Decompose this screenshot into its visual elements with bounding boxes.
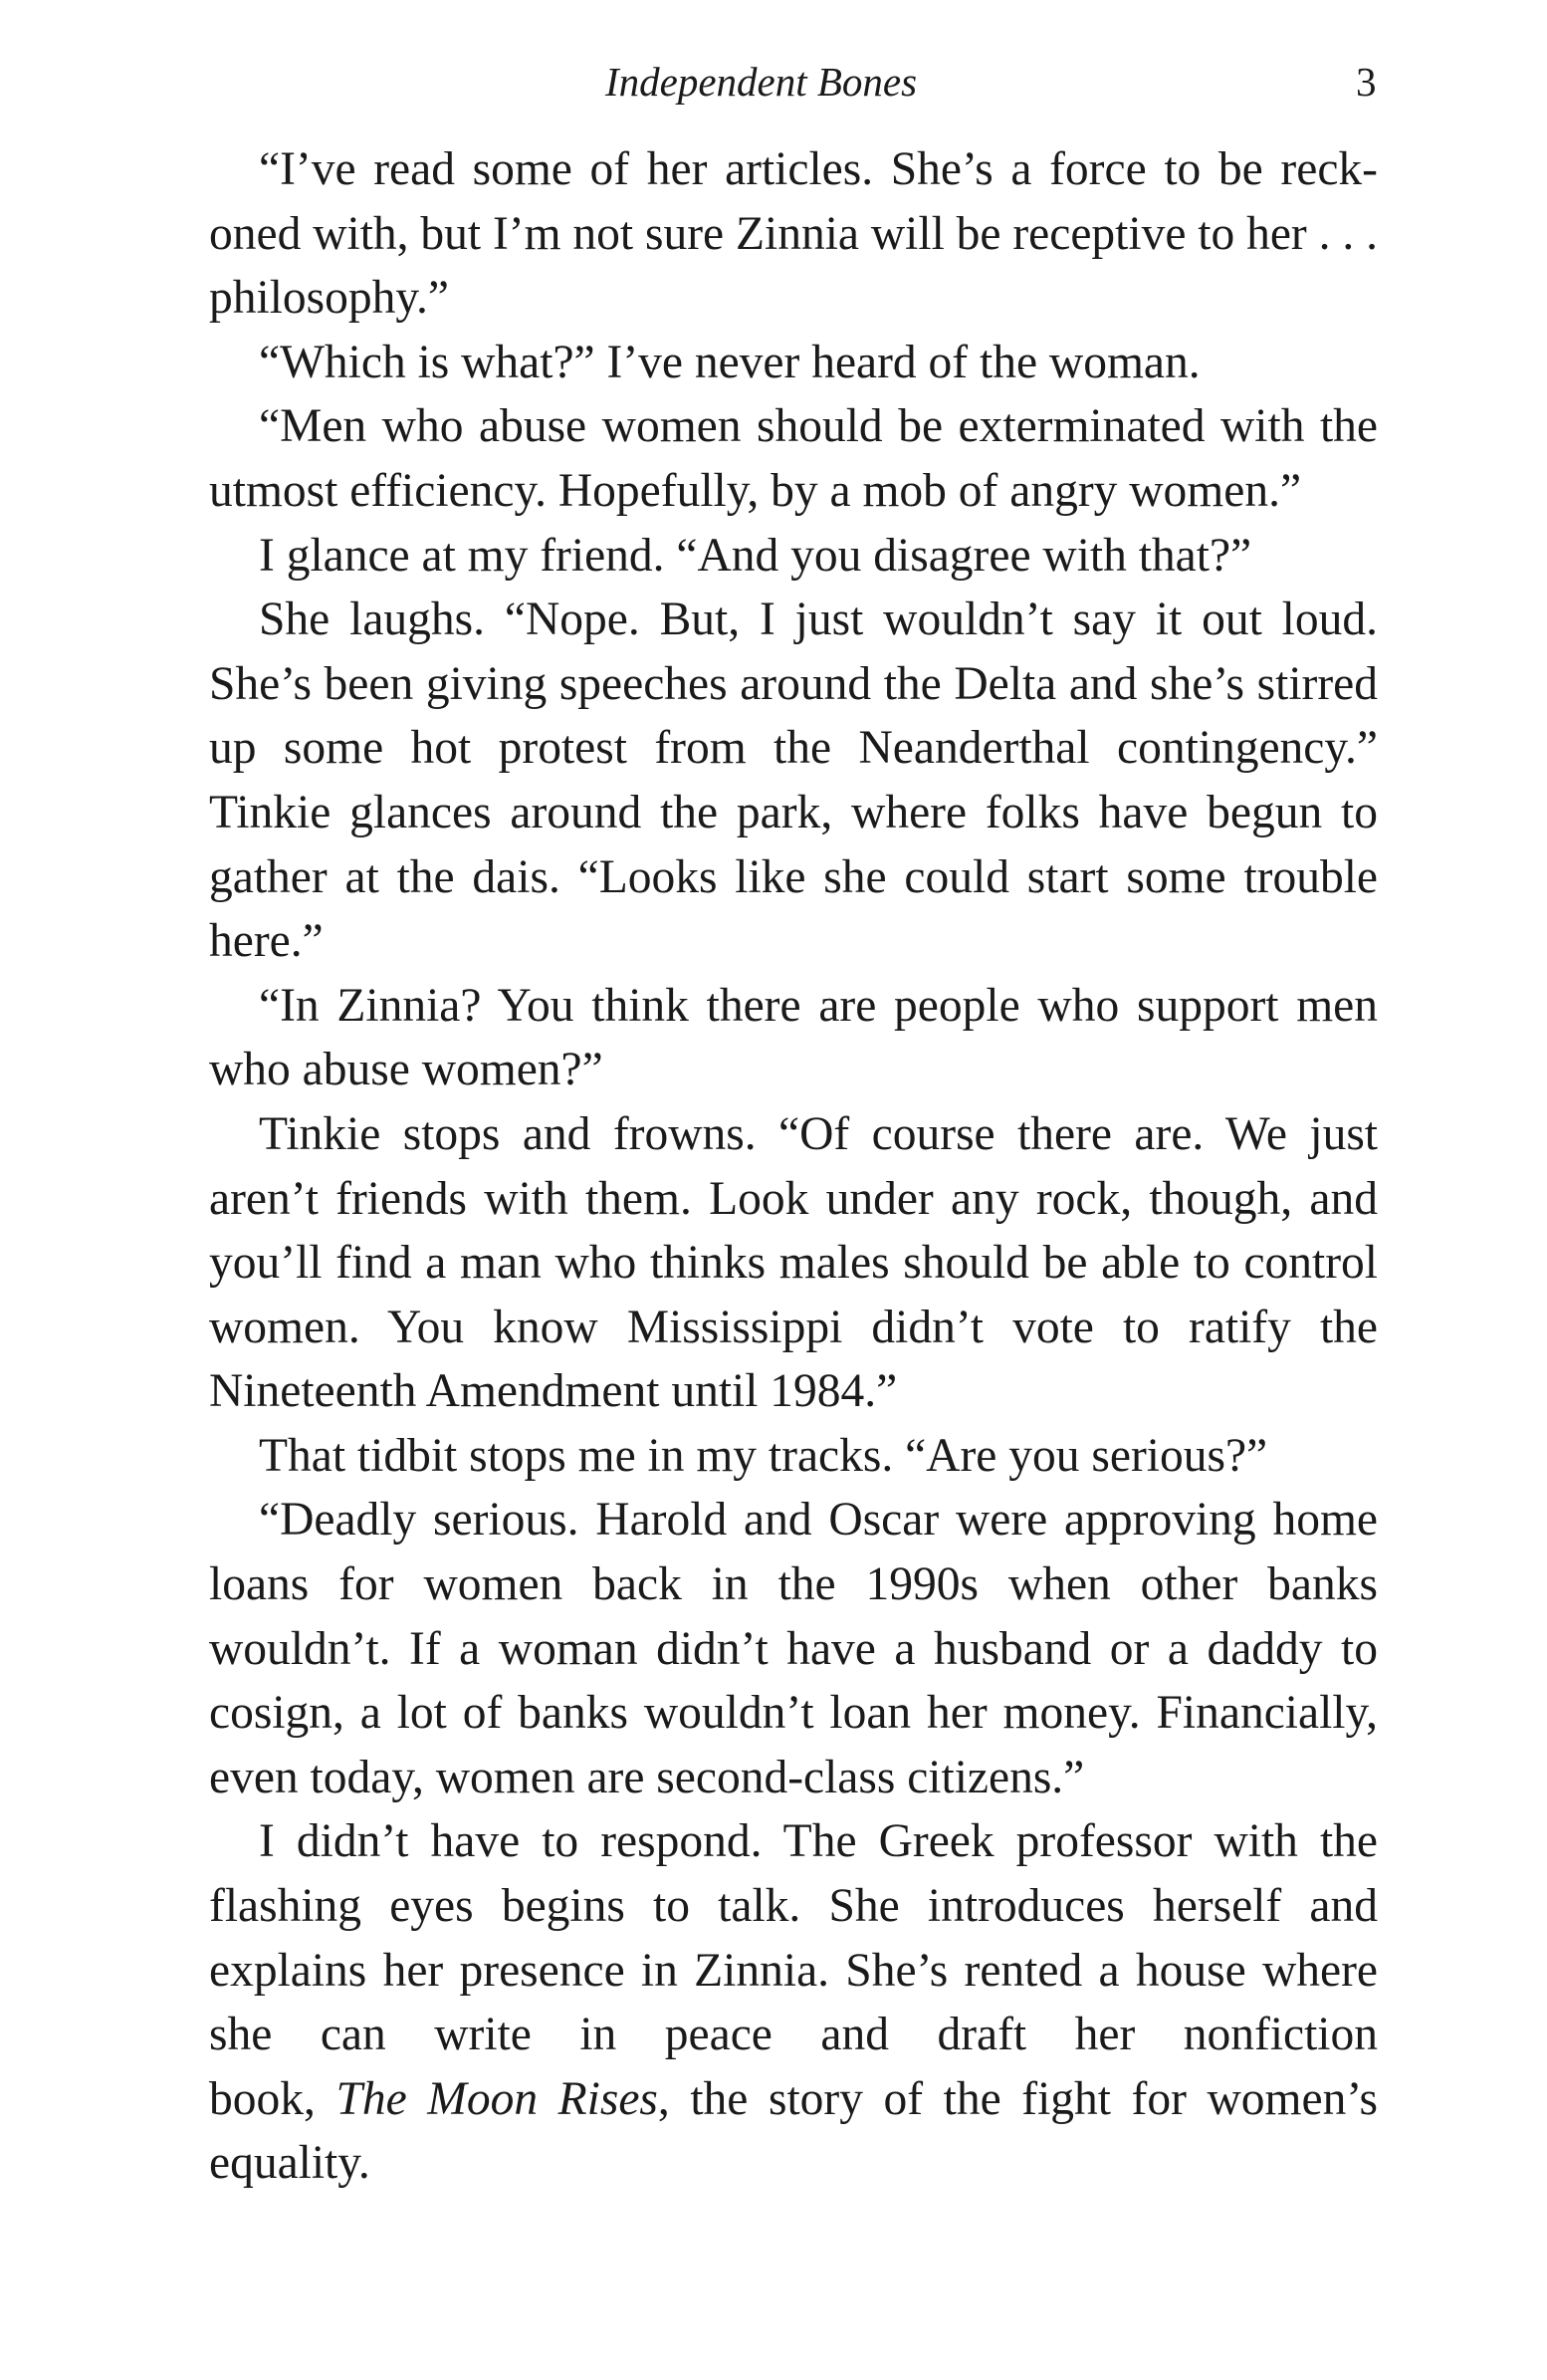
- paragraph-with-line-break: [209, 1809, 1378, 2066]
- last-paragraph-after: , the story of the fight for women’s equality.: [209, 2072, 1378, 2190]
- body-text: [209, 137, 1378, 2196]
- running-title: Independent Bones: [605, 59, 918, 105]
- paragraph: “Men who abuse women should be exterminated with the utmost efficiency. Hopefully, by a mob of angry women.”: [209, 400, 1378, 517]
- paragraph: Tinkie stops and frowns. “Of course there are. We just aren’t friends with them. Look under any rock, though, and you’ll find a man who thinks males should be able to control women. You know Mississippi didn’t vote to ratify the Nineteenth Amendment until 1984.”: [209, 1107, 1378, 1418]
- book-title: The Moon Rises: [335, 2072, 658, 2125]
- paragraph: I glance at my friend. “And you disagree with that?”: [259, 529, 1252, 582]
- last-paragraph-before: book,: [209, 2072, 336, 2125]
- paragraph: That tidbit stops me in my tracks. “Are you serious?”: [259, 1429, 1268, 1482]
- paragraph: She laughs. “Nope. But, I just wouldn’t say it out loud. She’s been giving speeches around the Delta and she’s stirred up some hot protest from the Neanderthal contingency.” Tinkie glances around the park, where folks have begun to gather at the dais. “Looks like she could start some trouble here.”: [209, 594, 1378, 968]
- paragraph: “Which is what?” I’ve never heard of the woman.: [259, 336, 1201, 388]
- last-paragraph: [209, 2067, 1378, 2196]
- running-head: [0, 56, 1547, 108]
- paragraph: “I’ve read some of her articles. She’s a force to be reckoned with, but I’m not sure Zinnia will be receptive to her . . . philosophy.”: [209, 143, 1379, 325]
- paragraph: “In Zinnia? You think there are people who support men who abuse women?”: [209, 979, 1378, 1096]
- page-number: 3: [1356, 59, 1377, 105]
- paragraph-text: I didn’t have to respond. The Greek professor with the flashing eyes begins to talk. She introduces herself and explains her presence in Zinnia. She’s rented a house where she can write in peace and draft her nonfiction: [209, 1815, 1378, 2061]
- paragraph: “Deadly serious. Harold and Oscar were approving home loans for women back in the 1990s when other banks wouldn’t. If a woman didn’t have a husband or a daddy to cosign, a lot of banks wouldn’t loan her money. Financially, even today, women are second-class citizens.”: [209, 1494, 1378, 1803]
